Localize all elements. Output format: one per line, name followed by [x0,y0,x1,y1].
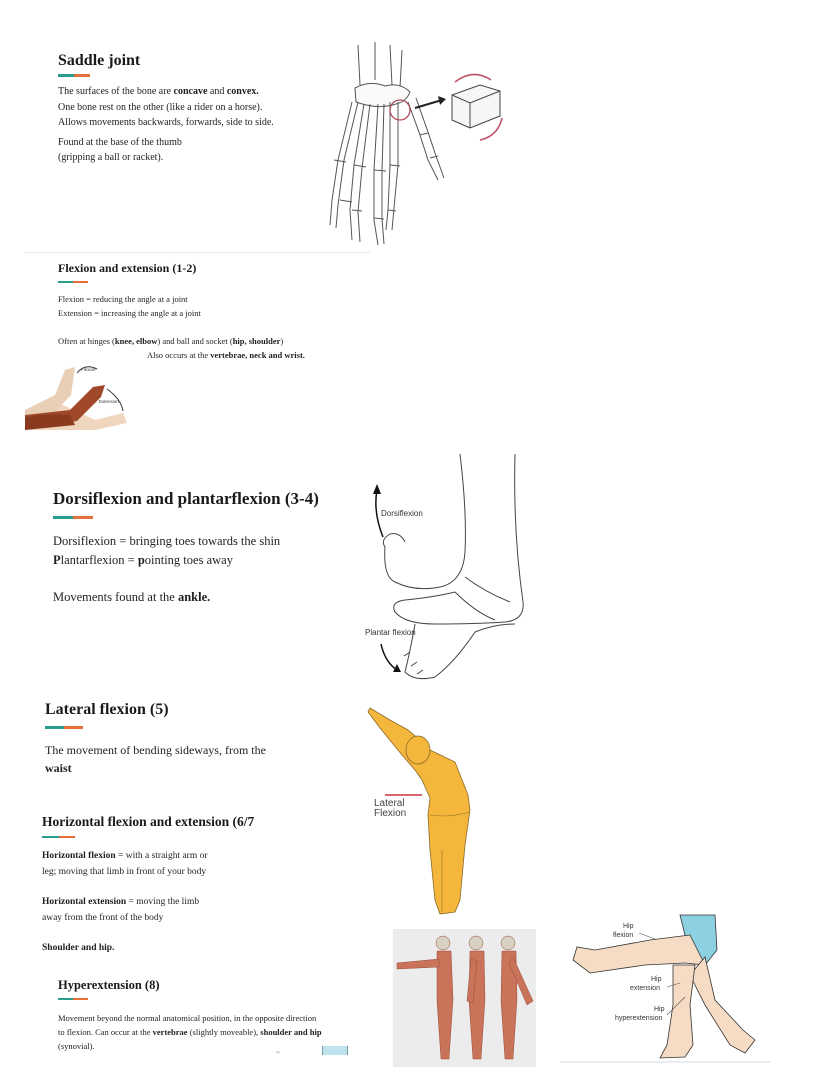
bold-p: P [53,553,61,567]
text-line: Allows movements backwards, forwards, side to side. [58,117,274,128]
text-span: (slightly moveable), [187,1027,261,1037]
text-line: (gripping a ball or racket). [58,152,164,163]
text-span: Often at hinges ( [58,336,115,346]
saddle-joint-title: Saddle joint [58,52,141,69]
bold-vertebrae: vertebrae [152,1027,188,1037]
text-line: The movement of bending sideways, from the [45,743,266,757]
plantar-flexion-label: Plantar flexion [365,628,416,637]
text-span: ) and ball and socket ( [157,336,233,346]
text-span: = moving the limb [126,897,200,907]
hand-skeleton-image [320,40,520,250]
flexion-extension-text [58,292,305,362]
hip-flexion-label-2: flexion [613,932,634,939]
title-underline [58,998,88,1000]
bold-waist: waist [45,761,72,775]
bold-ball-socket: hip, shoulder [232,336,281,346]
bold-shoulder-hip: Shoulder and hip. [42,943,115,953]
lateral-flexion-text [45,741,266,777]
muscle-figures-image [393,929,536,1067]
text-line: One bone rest on the other (like a rider on a horse). [58,101,263,113]
foot-dorsiflexion-image [355,452,535,687]
hip-hyperextension-label-2: hyperextension [615,1015,663,1022]
title-underline [45,726,83,729]
title-underline [58,281,88,283]
text-line: Dorsiflexion = bringing toes towards the shin [53,534,281,548]
lateral-label: Lateral [374,798,405,809]
cropped-hip-image-fragment [322,1046,348,1055]
section-divider [25,252,370,253]
title-underline [58,74,90,77]
bold-convex: convex. [226,86,259,97]
flexion-label: Flexion [374,808,407,819]
lateral-flexion-figure-image [360,700,490,920]
text-line: Extension = increasing the angle at a joint [58,308,201,318]
text-span: ointing toes away [144,553,233,567]
lateral-flexion-title: Lateral flexion (5) [45,701,169,718]
flexion-label: Flexion [81,367,96,372]
bold-ankle: ankle. [177,590,211,604]
title-underline [42,836,75,838]
hip-extension-label-2: extension [630,985,660,992]
text-line: Flexion = reducing the angle at a joint [58,294,188,304]
text-span: Also occurs at the [147,350,211,360]
text-line: away from the front of the body [42,912,164,923]
bold-concave: concave [173,86,208,97]
bold-hinges: knee, elbow [114,336,158,346]
dorsiflexion-title: Dorsiflexion and plantarflexion (3-4) [53,489,319,508]
hip-hyperextension-label-1: Hip [654,1006,665,1013]
text-line: (synovial). [58,1041,95,1051]
hyperextension-title: Hyperextension (8) [58,978,160,992]
extension-label: Extension [99,399,119,404]
text-line: leg; moving that limb in front of your body [42,866,207,877]
arm-flexion-image [25,355,135,430]
text-span: The surfaces of the bone are [58,86,174,97]
title-underline [53,516,93,519]
text-span: Movements found at the [53,590,178,604]
text-span: and [207,86,227,97]
saddle-joint-text [58,84,274,166]
dorsiflexion-label: Dorsiflexion [381,509,423,518]
bold-shoulder-hip: shoulder and hip [260,1027,322,1037]
text-span: = with a straight arm or [115,851,208,861]
text-line: Found at the base of the thumb [58,136,182,148]
hip-movement-image [555,905,775,1070]
bold-horizontal-extension: Horizontal extension [42,897,127,907]
dorsiflexion-text [53,532,280,607]
text-line: Movement beyond the normal anatomical position, in the opposite direction [58,1013,317,1023]
text-span: to flexion. Can occur at the [58,1027,153,1037]
hyperextension-text [58,1011,322,1053]
hip-flexion-label-1: Hip [623,923,634,930]
flexion-extension-title: Flexion and extension (1-2) [58,261,197,275]
horizontal-flexion-text [42,849,208,957]
text-span: ) [280,336,284,346]
text-span: lantarflexion = [60,553,138,567]
bold-vertebrae: vertebrae, neck and wrist. [210,350,305,360]
horizontal-flexion-title: Horizontal flexion and extension (6/7 [42,814,255,829]
bold-horizontal-flexion: Horizontal flexion [42,851,116,861]
hip-extension-label-1: Hip [651,976,662,983]
bold-p: p [137,553,145,567]
tiny-hip-label: hip [276,1050,281,1054]
